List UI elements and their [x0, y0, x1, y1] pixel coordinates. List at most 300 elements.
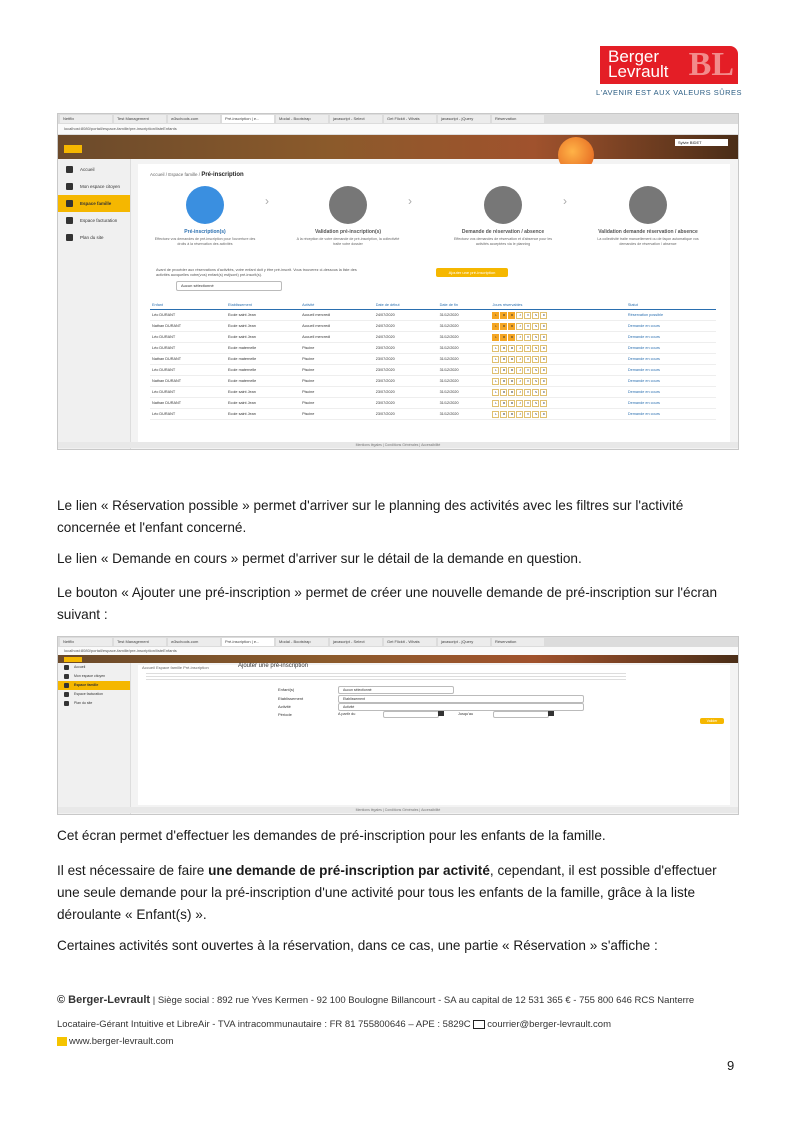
- browser-tab: javascript - Select: [330, 115, 382, 123]
- day-box: D: [540, 312, 547, 319]
- cell-days: [490, 332, 625, 343]
- process-step: [448, 186, 558, 247]
- day-box: M: [500, 400, 507, 407]
- table-row: [150, 409, 716, 420]
- day-box: V: [524, 389, 531, 396]
- status-link: Réservation possible: [626, 310, 716, 321]
- from-label: A partir du: [338, 712, 356, 716]
- status-link: Demande en cours: [626, 387, 716, 398]
- cell-activity: Accueil mercredi: [300, 321, 374, 332]
- school-label: Etablissement: [278, 696, 304, 701]
- sidebar-item-label: Mon espace citoyen: [74, 674, 106, 678]
- day-box: J: [516, 345, 523, 352]
- step-title: Demande de réservation / absence: [461, 229, 545, 235]
- cell-days: [490, 398, 625, 409]
- sidebar-item-label: Mon espace citoyen: [80, 184, 121, 189]
- day-box: V: [524, 356, 531, 363]
- day-box: S: [532, 367, 539, 374]
- days-selector: [492, 345, 547, 352]
- sidebar-item-icon: [64, 683, 69, 688]
- cell-days: [490, 321, 625, 332]
- cell-end: 31/12/2020: [438, 376, 491, 387]
- breadcrumb: Accueil / Espace famille / Pré-inscription: [150, 172, 244, 178]
- cell-school: Ecole maternelle: [226, 343, 300, 354]
- cell-start: 23/07/2020: [374, 376, 438, 387]
- screenshot-add-preinscription: [57, 636, 739, 815]
- chevron-right-icon: ›: [265, 194, 269, 208]
- paragraph-one-per-activity: [57, 860, 737, 926]
- cell-end: 31/12/2020: [438, 354, 491, 365]
- cell-activity: Piscine: [300, 365, 374, 376]
- cell-activity: Piscine: [300, 354, 374, 365]
- browser-tab: Réservation: [492, 638, 544, 646]
- logo-line2: Levrault: [608, 62, 669, 81]
- cell-school: Ecole saint Jean: [226, 387, 300, 398]
- day-box: S: [532, 378, 539, 385]
- day-box: J: [516, 400, 523, 407]
- paragraph-reservation-link: Le lien « Réservation possible » permet d'arriver sur le planning des activités avec les filtres sur l'activité concernée et l'enfant concerné.: [57, 498, 684, 535]
- cell-start: 23/07/2020: [374, 354, 438, 365]
- browser-tab: Modal - Bootstrap: [276, 115, 328, 123]
- cell-start: 23/07/2020: [374, 387, 438, 398]
- day-box: D: [540, 378, 547, 385]
- cell-school: Ecole maternelle: [226, 376, 300, 387]
- process-step: [593, 186, 703, 247]
- cell-days: [490, 310, 625, 321]
- child-filter-select: Aucun sélectionné: [176, 281, 282, 291]
- cell-end: 31/12/2020: [438, 398, 491, 409]
- logo-tagline: L'AVENIR EST AUX VALEURS SÛRES: [596, 88, 743, 97]
- breadcrumb-home: Accueil: [150, 172, 165, 177]
- day-box: J: [516, 389, 523, 396]
- logo-mark: BL: [688, 46, 734, 83]
- table-row: [150, 332, 716, 343]
- page-number: 9: [727, 1058, 735, 1073]
- column-header: Date de début: [374, 300, 438, 310]
- cell-start: 24/07/2020: [374, 332, 438, 343]
- status-link: Demande en cours: [626, 365, 716, 376]
- day-box: M: [508, 400, 515, 407]
- app-sidebar-2: [58, 663, 131, 814]
- site-banner: [58, 135, 738, 159]
- cell-child: Léo DURANT: [150, 310, 226, 321]
- cell-child: Léo DURANT: [150, 365, 226, 376]
- day-box: J: [516, 356, 523, 363]
- period-label: Période: [278, 712, 292, 717]
- browser-tab: Test Management: [114, 115, 166, 123]
- days-selector: [492, 356, 547, 363]
- table-row: [150, 343, 716, 354]
- browser-tab: Get Flickit - Whats: [384, 115, 436, 123]
- day-box: D: [540, 389, 547, 396]
- day-box: V: [524, 312, 531, 319]
- cell-school: Ecole saint Jean: [226, 310, 300, 321]
- table-row: [150, 398, 716, 409]
- day-box: M: [508, 378, 515, 385]
- browser-tab: Get Flickit - Whats: [384, 638, 436, 646]
- cell-start: 24/07/2020: [374, 310, 438, 321]
- day-box: L: [492, 312, 499, 319]
- main-content-2: [138, 665, 730, 805]
- cell-school: Ecole saint Jean: [226, 409, 300, 420]
- sidebar-item-icon: [64, 692, 69, 697]
- activity-label: Activité: [278, 704, 291, 709]
- footer-address: | Siège social : 892 rue Yves Kermen - 92 100 Boulogne Billancourt - SA au capital de 12 531 365 € - 755 800 646 RCS Nanterre: [150, 995, 695, 1006]
- browser-tab: javascript - jQuery: [438, 638, 490, 646]
- day-box: M: [500, 367, 507, 374]
- day-box: S: [532, 345, 539, 352]
- day-box: S: [532, 411, 539, 418]
- activity-select: Activité: [338, 703, 584, 711]
- browser-tabs-2: [58, 637, 738, 647]
- preinscription-table: [150, 300, 716, 420]
- day-box: L: [492, 356, 499, 363]
- day-box: M: [508, 411, 515, 418]
- day-box: V: [524, 367, 531, 374]
- cell-activity: Piscine: [300, 387, 374, 398]
- sidebar-item: [58, 681, 130, 690]
- step-description: Effectuez vos demandes de réservation et d'absence pour les activités acceptées via le planning: [453, 237, 553, 246]
- cell-school: Ecole saint Jean: [226, 321, 300, 332]
- cell-school: Ecole maternelle: [226, 365, 300, 376]
- cell-days: [490, 409, 625, 420]
- day-box: V: [524, 411, 531, 418]
- status-link: Demande en cours: [626, 376, 716, 387]
- validate-button: Valider: [700, 718, 724, 724]
- site-footer: Mentions légales | Conditions Générales | Accessibilité: [58, 442, 738, 448]
- sidebar-item: [58, 663, 130, 672]
- sidebar-item-icon: [66, 234, 73, 241]
- day-box: V: [524, 323, 531, 330]
- paragraph-screen-purpose: Cet écran permet d'effectuer les demandes de pré-inscription pour les enfants de la famille.: [57, 828, 606, 843]
- cell-activity: Accueil mercredi: [300, 332, 374, 343]
- step-description: La collectivité traite manuellement ou de façon automatique vos demandes de réservation / absence: [597, 237, 699, 246]
- mail-icon: [473, 1020, 485, 1029]
- menu-toggle-icon-2: [64, 657, 82, 662]
- table-row: [150, 365, 716, 376]
- process-step: [150, 186, 260, 247]
- sidebar-item-icon: [66, 217, 73, 224]
- day-box: M: [500, 411, 507, 418]
- cell-school: Ecole saint Jean: [226, 398, 300, 409]
- sidebar-item-icon: [64, 701, 69, 706]
- browser-url-bar-2: localhost:8080/portail/espace-famille/pre-inscription/listeEnfants: [58, 647, 738, 656]
- browser-tab: w3schools.com: [168, 115, 220, 123]
- sidebar-item-icon: [66, 200, 73, 207]
- days-selector: [492, 334, 547, 341]
- logo-badge: [600, 46, 738, 84]
- sidebar-item-icon: [66, 166, 73, 173]
- sidebar-item: [58, 229, 130, 246]
- day-box: M: [508, 367, 515, 374]
- day-box: J: [516, 312, 523, 319]
- day-box: D: [540, 345, 547, 352]
- table-row: [150, 354, 716, 365]
- sidebar-item-icon: [66, 183, 73, 190]
- until-date-input: [493, 711, 549, 718]
- company-legal: [57, 1019, 611, 1030]
- cell-start: 23/07/2020: [374, 343, 438, 354]
- day-box: S: [532, 312, 539, 319]
- cell-start: 23/07/2020: [374, 365, 438, 376]
- browser-tab: Netflix: [60, 638, 112, 646]
- company-info: [57, 994, 694, 1006]
- day-box: M: [508, 389, 515, 396]
- screenshot-preinscription-list: [57, 113, 739, 450]
- day-box: S: [532, 323, 539, 330]
- main-content: [138, 164, 730, 442]
- info-text: Avant de procéder aux réservations d'activités, votre enfant doit y être pré-inscrit. Vous trouverez ci-dessous la liste des activités auxquelles votre(vos) enfant(s) est(sont) pré-inscrit(s).: [156, 268, 357, 277]
- web-icon: [57, 1037, 67, 1046]
- sidebar-item-icon: [64, 665, 69, 670]
- cell-child: Nathan DURANT: [150, 321, 226, 332]
- cell-start: 24/07/2020: [374, 321, 438, 332]
- days-selector: [492, 323, 547, 330]
- cell-days: [490, 354, 625, 365]
- browser-url-bar: localhost:8080/portail/espace-famille/pre-inscription/listeEnfants: [58, 124, 738, 135]
- step-title: Validation pré-inscription(s): [314, 229, 382, 235]
- day-box: M: [508, 312, 515, 319]
- cell-activity: Accueil mercredi: [300, 310, 374, 321]
- sidebar-item: [58, 672, 130, 681]
- cell-school: Ecole saint Jean: [226, 332, 300, 343]
- day-box: L: [492, 389, 499, 396]
- day-box: S: [532, 389, 539, 396]
- day-box: D: [540, 367, 547, 374]
- logo-line1: Berger: [608, 47, 660, 66]
- column-header: Date de fin: [438, 300, 491, 310]
- cell-start: 23/07/2020: [374, 409, 438, 420]
- user-menu: Sylvie BIDET: [675, 139, 728, 146]
- day-box: D: [540, 356, 547, 363]
- day-box: S: [532, 400, 539, 407]
- day-box: J: [516, 378, 523, 385]
- cell-days: [490, 387, 625, 398]
- sidebar-item-label: Espace facturation: [80, 218, 118, 223]
- breadcrumb-section: Espace famille: [168, 172, 198, 177]
- day-box: D: [540, 334, 547, 341]
- step-icon: [484, 186, 522, 224]
- page-title-2: Ajouter une pré-inscription: [238, 663, 309, 669]
- day-box: M: [500, 389, 507, 396]
- day-box: M: [508, 334, 515, 341]
- browser-tab: w3schools.com: [168, 638, 220, 646]
- site-banner-2: [58, 655, 738, 663]
- day-box: L: [492, 378, 499, 385]
- day-box: D: [540, 400, 547, 407]
- footer-email[interactable]: courrier@berger-levrault.com: [487, 1019, 611, 1030]
- sidebar-item: [58, 699, 130, 708]
- sidebar-item: [58, 212, 130, 229]
- step-icon: [186, 186, 224, 224]
- cell-child: Nathan DURANT: [150, 354, 226, 365]
- day-box: V: [524, 400, 531, 407]
- cell-end: 31/12/2020: [438, 365, 491, 376]
- days-selector: [492, 389, 547, 396]
- company-web: [57, 1036, 174, 1047]
- column-header: Enfant: [150, 300, 226, 310]
- day-box: M: [500, 334, 507, 341]
- cell-child: Léo DURANT: [150, 343, 226, 354]
- sidebar-item: [58, 195, 130, 212]
- school-select: Etablissement: [338, 695, 584, 703]
- paragraph-add-button: Le bouton « Ajouter une pré-inscription » permet de créer une nouvelle demande de pré-inscription sur l'écran suivant :: [57, 585, 718, 622]
- status-link: Demande en cours: [626, 398, 716, 409]
- site-footer-2: Mentions légales | Conditions Générales | Accessibilité: [58, 807, 738, 813]
- footer-legal: Locataire-Gérant Intuitive et LibreAir - TVA intracommunautaire : FR 81 755800646 – APE : 5829C: [57, 1019, 471, 1030]
- table-row: [150, 321, 716, 332]
- cell-days: [490, 365, 625, 376]
- step-title: Pré-inscription(s): [184, 229, 226, 235]
- days-selector: [492, 400, 547, 407]
- breadcrumb-2: Accueil Espace famille Pré-inscription: [142, 665, 209, 670]
- app-sidebar: [58, 159, 131, 449]
- sidebar-item-label: Plan du site: [80, 235, 104, 240]
- status-link: Demande en cours: [626, 321, 716, 332]
- days-selector: [492, 378, 547, 385]
- p5-text-a: Il est nécessaire de faire: [57, 863, 209, 878]
- cell-child: Nathan DURANT: [150, 376, 226, 387]
- day-box: M: [508, 345, 515, 352]
- cell-activity: Piscine: [300, 398, 374, 409]
- step-title: Validation demande réservation / absence: [598, 229, 698, 235]
- cell-child: Nathan DURANT: [150, 398, 226, 409]
- day-box: M: [508, 356, 515, 363]
- paragraph-reservation-section: Certaines activités sont ouvertes à la réservation, dans ce cas, une partie « Réservation » s'affiche :: [57, 938, 658, 953]
- day-box: M: [500, 356, 507, 363]
- day-box: D: [540, 323, 547, 330]
- browser-tab: Modal - Bootstrap: [276, 638, 328, 646]
- day-box: J: [516, 367, 523, 374]
- calendar-icon-2: [548, 711, 554, 716]
- cell-end: 31/12/2020: [438, 332, 491, 343]
- days-selector: [492, 411, 547, 418]
- day-box: M: [500, 323, 507, 330]
- sidebar-item-label: Plan du site: [74, 701, 93, 705]
- browser-tab: Netflix: [60, 115, 112, 123]
- footer-brand: © Berger-Levrault: [57, 994, 151, 1006]
- breadcrumb-current: Pré-inscription: [201, 172, 244, 178]
- day-box: M: [500, 378, 507, 385]
- browser-tab: Réservation: [492, 115, 544, 123]
- status-link: Demande en cours: [626, 343, 716, 354]
- cell-days: [490, 343, 625, 354]
- cell-end: 31/12/2020: [438, 310, 491, 321]
- process-step: [293, 186, 403, 247]
- cell-child: Léo DURANT: [150, 387, 226, 398]
- cell-activity: Piscine: [300, 343, 374, 354]
- from-date-input: [383, 711, 439, 718]
- until-label: Jusqu'au: [458, 712, 474, 716]
- column-header: Etablissement: [226, 300, 300, 310]
- p5-text-bold: une demande de pré-inscription par activité: [208, 863, 490, 878]
- sidebar-item-label: Espace famille: [80, 201, 112, 206]
- cell-activity: Piscine: [300, 409, 374, 420]
- day-box: M: [508, 323, 515, 330]
- status-link: Demande en cours: [626, 332, 716, 343]
- column-header: Jours réservables: [490, 300, 625, 310]
- cell-days: [490, 376, 625, 387]
- sidebar-item: [58, 178, 130, 195]
- sidebar-item-label: Accueil: [80, 167, 95, 172]
- day-box: J: [516, 411, 523, 418]
- day-box: L: [492, 334, 499, 341]
- berger-levrault-logo: [596, 46, 743, 98]
- day-box: L: [492, 400, 499, 407]
- step-icon: [329, 186, 367, 224]
- sidebar-item: [58, 161, 130, 178]
- days-selector: [492, 367, 547, 374]
- browser-tab: Pré-inscription | e...: [222, 115, 274, 123]
- day-box: V: [524, 378, 531, 385]
- status-link: Demande en cours: [626, 409, 716, 420]
- days-selector: [492, 312, 547, 319]
- day-box: V: [524, 345, 531, 352]
- day-box: M: [500, 312, 507, 319]
- cell-end: 31/12/2020: [438, 409, 491, 420]
- chevron-right-icon: ›: [563, 194, 567, 208]
- sidebar-item: [58, 690, 130, 699]
- cell-start: 23/07/2020: [374, 398, 438, 409]
- p5-text-c: , cependant, il est possible d'effectuer une seule demande pour la pré-inscription d'une activité pour tous les enfants de la famille, grâce à la liste déroulante « Enfant(s) ».: [57, 863, 717, 922]
- browser-tab: javascript - Select: [330, 638, 382, 646]
- browser-tab: javascript - jQuery: [438, 115, 490, 123]
- add-preinscription-button: Ajouter une pré-inscription: [436, 268, 508, 277]
- table-row: [150, 376, 716, 387]
- day-box: L: [492, 411, 499, 418]
- day-box: L: [492, 345, 499, 352]
- calendar-icon: [438, 711, 444, 716]
- cell-end: 31/12/2020: [438, 343, 491, 354]
- table-row: [150, 310, 716, 321]
- cell-child: Léo DURANT: [150, 409, 226, 420]
- day-box: J: [516, 334, 523, 341]
- browser-tab: Pré-inscription | e...: [222, 638, 274, 646]
- cell-activity: Piscine: [300, 376, 374, 387]
- children-label: Enfant(s): [278, 687, 295, 692]
- sidebar-item-icon: [64, 674, 69, 679]
- footer-website[interactable]: www.berger-levrault.com: [69, 1036, 174, 1047]
- cell-school: Ecole maternelle: [226, 354, 300, 365]
- browser-tab: Test Management: [114, 638, 166, 646]
- day-box: S: [532, 356, 539, 363]
- chevron-right-icon: ›: [408, 194, 412, 208]
- sidebar-item-label: Espace famille: [74, 683, 99, 687]
- day-box: S: [532, 334, 539, 341]
- step-description: Effectuez vos demandes de pré-inscription pour l'ouverture des droits à la réservation des activités: [154, 237, 256, 246]
- day-box: D: [540, 411, 547, 418]
- day-box: L: [492, 323, 499, 330]
- sidebar-item-label: Accueil: [74, 665, 86, 669]
- step-icon: [629, 186, 667, 224]
- step-description: A la réception de votre demande de pré-inscription, la collectivité traite votre dossier: [296, 237, 400, 246]
- status-link: Demande en cours: [626, 354, 716, 365]
- day-box: M: [500, 345, 507, 352]
- sidebar-item-label: Espace facturation: [74, 692, 103, 696]
- info-text-lines: [146, 673, 626, 681]
- cell-end: 31/12/2020: [438, 321, 491, 332]
- paragraph-demand-link: Le lien « Demande en cours » permet d'arriver sur le détail de la demande en question.: [57, 551, 582, 566]
- cell-child: Léo DURANT: [150, 332, 226, 343]
- column-header: Activité: [300, 300, 374, 310]
- children-select: Aucun sélectionné: [338, 686, 454, 694]
- column-header: Statut: [626, 300, 716, 310]
- browser-tabs: [58, 114, 738, 124]
- day-box: V: [524, 334, 531, 341]
- cell-end: 31/12/2020: [438, 387, 491, 398]
- day-box: L: [492, 367, 499, 374]
- day-box: J: [516, 323, 523, 330]
